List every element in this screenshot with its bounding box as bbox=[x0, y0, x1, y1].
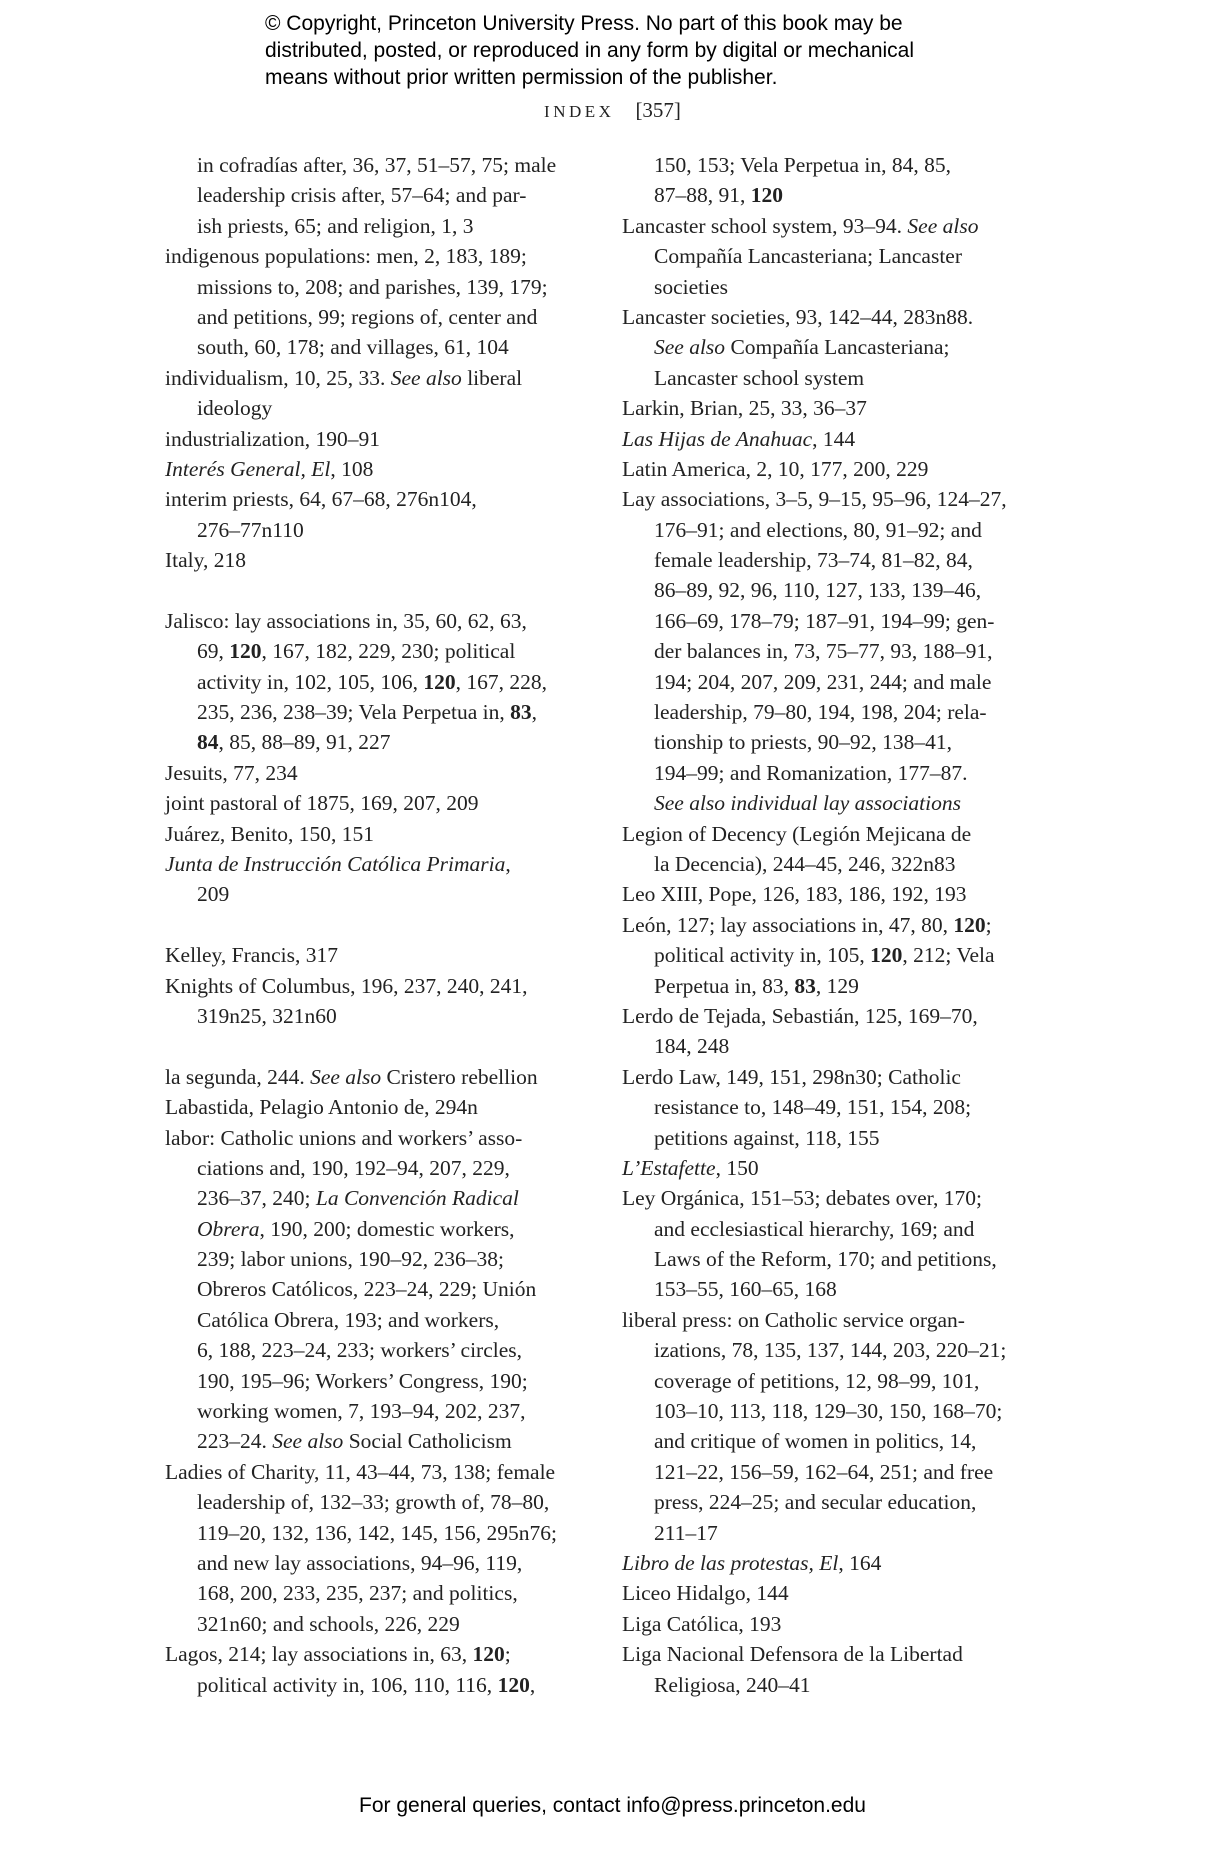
index-text: 190, 195–96; Workers’ Congress, 190; bbox=[197, 1368, 528, 1393]
index-entry-continuation bbox=[622, 758, 1042, 788]
index-entry bbox=[165, 363, 585, 393]
index-entry-continuation bbox=[622, 1487, 1042, 1517]
index-text: ciations and, 190, 192–94, 207, 229, bbox=[197, 1155, 510, 1180]
index-text: , 144 bbox=[812, 426, 856, 451]
index-text: liberal press: on Catholic service organ- bbox=[622, 1307, 965, 1332]
index-italic-text: See also bbox=[907, 213, 979, 238]
index-text: tionship to priests, 90–92, 138–41, bbox=[654, 730, 953, 755]
index-text: Lay associations, 3–5, 9–15, 95–96, 124–27, bbox=[622, 487, 1007, 512]
index-entry-continuation bbox=[165, 636, 585, 666]
index-entry-continuation bbox=[165, 211, 585, 241]
index-text: societies bbox=[654, 274, 729, 299]
index-text: leadership, 79–80, 194, 198, 204; rela- bbox=[654, 700, 987, 725]
index-text: , 167, 228, bbox=[455, 669, 547, 694]
index-entry-continuation bbox=[165, 879, 585, 909]
index-entry-continuation bbox=[622, 1457, 1042, 1487]
index-text: der balances in, 73, 75–77, 93, 188–91, bbox=[654, 639, 993, 664]
index-italic-text: See also bbox=[390, 365, 462, 390]
index-entry-continuation bbox=[165, 1153, 585, 1183]
index-text: Ley Orgánica, 151–53; debates over, 170; bbox=[622, 1186, 982, 1211]
index-text: 153–55, 160–65, 168 bbox=[654, 1277, 837, 1302]
index-text: Juárez, Benito, 150, 151 bbox=[165, 821, 374, 846]
illustration-page-ref: 83 bbox=[794, 973, 816, 998]
index-entry-continuation bbox=[165, 515, 585, 545]
index-text: 209 bbox=[197, 882, 230, 907]
copyright-notice bbox=[265, 10, 1025, 91]
index-entry-continuation bbox=[165, 1518, 585, 1548]
index-entry bbox=[165, 241, 585, 271]
footer-contact: For general queries, contact info@press.princeton.edu bbox=[359, 1794, 866, 1817]
index-text: 166–69, 178–79; 187–91, 194–99; gen- bbox=[654, 608, 995, 633]
index-entry-continuation bbox=[165, 150, 585, 180]
index-text: Labastida, Pelagio Antonio de, 294n bbox=[165, 1095, 478, 1120]
index-entry-continuation bbox=[622, 1426, 1042, 1456]
index-entry-continuation bbox=[165, 1578, 585, 1608]
index-text: Jesuits, 77, 234 bbox=[165, 760, 298, 785]
index-entry bbox=[622, 1578, 1042, 1608]
index-entry bbox=[165, 1062, 585, 1092]
index-italic-text: See also individual lay associations bbox=[654, 791, 961, 816]
index-entry bbox=[622, 1609, 1042, 1639]
index-italic-text: L’Estafette bbox=[622, 1155, 716, 1180]
index-entry-continuation bbox=[165, 1396, 585, 1426]
index-entry-continuation bbox=[165, 393, 585, 423]
index-text: Larkin, Brian, 25, 33, 36–37 bbox=[622, 396, 867, 421]
index-text: la segunda, 244. bbox=[165, 1064, 311, 1089]
index-entry bbox=[165, 1123, 585, 1153]
index-entry-continuation bbox=[622, 332, 1042, 362]
index-entry-continuation bbox=[622, 788, 1042, 818]
illustration-page-ref: 120 bbox=[229, 639, 262, 664]
index-text: leadership of, 132–33; growth of, 78–80, bbox=[197, 1490, 550, 1515]
running-head bbox=[0, 98, 1225, 123]
index-entry-continuation bbox=[165, 1335, 585, 1365]
index-italic-text: Junta de Instrucción Católica Primaria bbox=[165, 851, 506, 876]
index-spacer bbox=[165, 575, 585, 605]
index-text: joint pastoral of 1875, 169, 207, 209 bbox=[165, 791, 479, 816]
index-italic-text: See also bbox=[310, 1064, 382, 1089]
index-text: 6, 188, 223–24, 233; workers’ circles, bbox=[197, 1338, 523, 1363]
index-text: 184, 248 bbox=[654, 1034, 730, 1059]
index-column-left bbox=[165, 150, 585, 1700]
index-text: 319n25, 321n60 bbox=[197, 1003, 337, 1028]
index-text: Social Catholicism bbox=[343, 1429, 512, 1454]
index-entry-continuation bbox=[165, 1274, 585, 1304]
index-entry bbox=[165, 758, 585, 788]
copyright-line: distributed, posted, or reproduced in any form by digital or mechanical bbox=[265, 39, 915, 62]
index-entry bbox=[622, 819, 1042, 849]
index-text: , 212; Vela bbox=[902, 943, 995, 968]
copyright-line: © Copyright, Princeton University Press. No part of this book may be bbox=[265, 12, 903, 35]
index-entry-continuation bbox=[622, 150, 1042, 180]
index-text: indigenous populations: men, 2, 183, 189; bbox=[165, 244, 527, 269]
index-text: industrialization, 190–91 bbox=[165, 426, 380, 451]
index-text: 121–22, 156–59, 162–64, 251; and free bbox=[654, 1459, 994, 1484]
index-text: missions to, 208; and parishes, 139, 179; bbox=[197, 274, 548, 299]
index-entry-continuation bbox=[622, 180, 1042, 210]
index-entry-continuation bbox=[622, 1244, 1042, 1274]
index-text: 69, bbox=[197, 639, 230, 664]
index-text: 223–24. bbox=[197, 1429, 273, 1454]
running-head-label: INDEX bbox=[544, 102, 615, 121]
index-entry-continuation bbox=[622, 1031, 1042, 1061]
index-entry bbox=[622, 879, 1042, 909]
index-entry-continuation bbox=[165, 697, 585, 727]
index-entry-continuation bbox=[622, 363, 1042, 393]
index-text: 119–20, 132, 136, 142, 145, 156, 295n76; bbox=[197, 1520, 557, 1545]
index-text: Jalisco: lay associations in, 35, 60, 62, 63, bbox=[165, 608, 527, 633]
index-entry-continuation bbox=[622, 940, 1042, 970]
index-italic-text: See also bbox=[654, 335, 726, 360]
index-entry bbox=[165, 1457, 585, 1487]
index-text: female leadership, 73–74, 81–82, 84, bbox=[654, 548, 973, 573]
index-entry-continuation bbox=[622, 1123, 1042, 1153]
index-text: 103–10, 113, 118, 129–30, 150, 168–70; bbox=[654, 1399, 1003, 1424]
index-italic-text: Las Hijas de Anahuac bbox=[622, 426, 813, 451]
index-entry bbox=[165, 1092, 585, 1122]
index-entry-continuation bbox=[622, 575, 1042, 605]
index-italic-text: Obrera bbox=[197, 1216, 260, 1241]
index-entry-continuation bbox=[622, 515, 1042, 545]
index-text: 176–91; and elections, 80, 91–92; and bbox=[654, 517, 982, 542]
index-text: 87–88, 91, bbox=[654, 183, 751, 208]
index-entry-continuation bbox=[622, 1670, 1042, 1700]
illustration-page-ref: 83 bbox=[510, 700, 532, 725]
index-text: ideology bbox=[197, 396, 273, 421]
index-text: , 190, 200; domestic workers, bbox=[259, 1216, 515, 1241]
illustration-page-ref: 120 bbox=[423, 669, 456, 694]
index-entry bbox=[165, 484, 585, 514]
index-text: izations, 78, 135, 137, 144, 203, 220–21; bbox=[654, 1338, 1007, 1363]
index-text: and new lay associations, 94–96, 119, bbox=[197, 1550, 523, 1575]
index-entry bbox=[622, 211, 1042, 241]
index-text: , 164 bbox=[838, 1550, 882, 1575]
index-text: Legion of Decency (Legión Mejicana de bbox=[622, 821, 972, 846]
index-text: Kelley, Francis, 317 bbox=[165, 943, 338, 968]
index-text: Liga Católica, 193 bbox=[622, 1611, 782, 1636]
index-text: interim priests, 64, 67–68, 276n104, bbox=[165, 487, 477, 512]
index-text: and petitions, 99; regions of, center and bbox=[197, 304, 538, 329]
index-text: Lancaster societies, 93, 142–44, 283n88. bbox=[622, 304, 974, 329]
index-text: Compañía Lancasteriana; bbox=[725, 335, 950, 360]
index-entry bbox=[622, 302, 1042, 332]
index-text: Leo XIII, Pope, 126, 183, 186, 192, 193 bbox=[622, 882, 967, 907]
index-entry bbox=[165, 971, 585, 1001]
index-entry-continuation bbox=[165, 272, 585, 302]
index-italic-text: See also bbox=[272, 1429, 344, 1454]
index-italic-text: La Convención Radical bbox=[315, 1186, 519, 1211]
index-entry-continuation bbox=[165, 1366, 585, 1396]
index-entry-continuation bbox=[622, 1274, 1042, 1304]
index-text: Italy, 218 bbox=[165, 548, 247, 573]
index-text: and critique of women in politics, 14, bbox=[654, 1429, 977, 1454]
index-entry-continuation bbox=[622, 241, 1042, 271]
index-spacer bbox=[165, 910, 585, 940]
index-text: Obreros Católicos, 223–24, 229; Unión bbox=[197, 1277, 537, 1302]
index-text: individualism, 10, 25, 33. bbox=[165, 365, 391, 390]
index-entry-continuation bbox=[165, 1244, 585, 1274]
index-entry-continuation bbox=[622, 667, 1042, 697]
index-entry-continuation bbox=[165, 1609, 585, 1639]
index-text: 321n60; and schools, 226, 229 bbox=[197, 1611, 460, 1636]
index-text: Lancaster school system, 93–94. bbox=[622, 213, 908, 238]
index-text: labor: Catholic unions and workers’ asso- bbox=[165, 1125, 523, 1150]
index-text: , bbox=[505, 851, 511, 876]
index-entry-continuation bbox=[622, 1092, 1042, 1122]
index-text: 235, 236, 238–39; Vela Perpetua in, bbox=[197, 700, 511, 725]
index-entry-continuation bbox=[622, 697, 1042, 727]
index-entry bbox=[165, 940, 585, 970]
index-entry-continuation bbox=[622, 1214, 1042, 1244]
index-text: political activity in, 105, bbox=[654, 943, 871, 968]
index-entry bbox=[622, 1062, 1042, 1092]
index-text: liberal bbox=[461, 365, 523, 390]
index-text: 211–17 bbox=[654, 1520, 718, 1545]
index-text: south, 60, 178; and villages, 61, 104 bbox=[197, 335, 509, 360]
index-text: leadership crisis after, 57–64; and par- bbox=[197, 183, 527, 208]
index-entry-continuation bbox=[165, 1548, 585, 1578]
index-text: Lancaster school system bbox=[654, 365, 865, 390]
index-entry bbox=[165, 1639, 585, 1669]
index-entry bbox=[622, 1153, 1042, 1183]
index-text: coverage of petitions, 12, 98–99, 101, bbox=[654, 1368, 980, 1393]
index-text: Religiosa, 240–41 bbox=[654, 1672, 811, 1697]
index-text: , 150 bbox=[715, 1155, 759, 1180]
index-column-right bbox=[622, 150, 1042, 1700]
index-text: ; bbox=[504, 1642, 511, 1667]
index-text: petitions against, 118, 155 bbox=[654, 1125, 880, 1150]
illustration-page-ref: 120 bbox=[497, 1672, 530, 1697]
index-text: , 108 bbox=[330, 456, 374, 481]
index-entry-continuation bbox=[165, 302, 585, 332]
index-text: Lagos, 214; lay associations in, 63, bbox=[165, 1642, 473, 1667]
index-entry bbox=[622, 484, 1042, 514]
index-entry bbox=[622, 454, 1042, 484]
index-entry-continuation bbox=[622, 849, 1042, 879]
illustration-page-ref: 120 bbox=[953, 912, 986, 937]
index-entry-continuation bbox=[165, 1305, 585, 1335]
index-entry bbox=[622, 910, 1042, 940]
index-entry-continuation bbox=[622, 606, 1042, 636]
page-number: [357] bbox=[635, 98, 681, 122]
index-entry-continuation bbox=[165, 1001, 585, 1031]
index-entry bbox=[622, 393, 1042, 423]
index-entry bbox=[622, 424, 1042, 454]
index-italic-text: Libro de las protestas, El bbox=[622, 1550, 839, 1575]
index-entry bbox=[622, 1305, 1042, 1335]
index-entry-continuation bbox=[622, 1366, 1042, 1396]
index-text: Lerdo de Tejada, Sebastián, 125, 169–70, bbox=[622, 1003, 978, 1028]
index-entry bbox=[622, 1001, 1042, 1031]
index-text: , 129 bbox=[815, 973, 859, 998]
index-text: Compañía Lancasteriana; Lancaster bbox=[654, 244, 963, 269]
index-text: , 167, 182, 229, 230; political bbox=[261, 639, 516, 664]
index-text: ; bbox=[985, 912, 992, 937]
index-text: 194; 204, 207, 209, 231, 244; and male bbox=[654, 669, 992, 694]
index-text: Cristero rebellion bbox=[381, 1064, 538, 1089]
index-text: resistance to, 148–49, 151, 154, 208; bbox=[654, 1095, 972, 1120]
index-text: , bbox=[531, 700, 537, 725]
index-entry-continuation bbox=[165, 727, 585, 757]
index-text: , 85, 88–89, 91, 227 bbox=[218, 730, 391, 755]
illustration-page-ref: 84 bbox=[197, 730, 219, 755]
index-text: 236–37, 240; bbox=[197, 1186, 316, 1211]
index-entry bbox=[165, 454, 585, 484]
index-text: León, 127; lay associations in, 47, 80, bbox=[622, 912, 954, 937]
index-text: Knights of Columbus, 196, 237, 240, 241, bbox=[165, 973, 528, 998]
index-entry bbox=[165, 788, 585, 818]
illustration-page-ref: 120 bbox=[870, 943, 903, 968]
index-text: 150, 153; Vela Perpetua in, 84, 85, bbox=[654, 153, 951, 177]
index-text: ish priests, 65; and religion, 1, 3 bbox=[197, 213, 474, 238]
index-entry-continuation bbox=[622, 636, 1042, 666]
index-text: , bbox=[529, 1672, 536, 1697]
index-entry-continuation bbox=[165, 667, 585, 697]
index-entry-continuation bbox=[165, 180, 585, 210]
index-text: activity in, 102, 105, 106, bbox=[197, 669, 424, 694]
index-entry-continuation bbox=[165, 1670, 585, 1700]
index-text: Laws of the Reform, 170; and petitions, bbox=[654, 1247, 997, 1272]
index-entry-continuation bbox=[622, 545, 1042, 575]
index-entry bbox=[622, 1639, 1042, 1669]
index-text: 194–99; and Romanization, 177–87. bbox=[654, 760, 968, 785]
index-entry-continuation bbox=[165, 1183, 585, 1213]
copyright-line: means without prior written permission of the publisher. bbox=[265, 66, 778, 89]
index-text: in cofradías after, 36, 37, 51–57, 75; male bbox=[197, 153, 557, 177]
index-text: 86–89, 92, 96, 110, 127, 133, 139–46, bbox=[654, 578, 982, 603]
index-entry-continuation bbox=[622, 1396, 1042, 1426]
index-entry bbox=[165, 545, 585, 575]
index-entry-continuation bbox=[165, 1487, 585, 1517]
illustration-page-ref: 120 bbox=[750, 183, 783, 208]
illustration-page-ref: 120 bbox=[472, 1642, 505, 1667]
index-entry-continuation bbox=[622, 1335, 1042, 1365]
index-text: Liga Nacional Defensora de la Libertad bbox=[622, 1642, 963, 1667]
index-entry-continuation bbox=[622, 971, 1042, 1001]
index-entry-continuation bbox=[165, 332, 585, 362]
index-text: Lerdo Law, 149, 151, 298n30; Catholic bbox=[622, 1064, 961, 1089]
index-text: Latin America, 2, 10, 177, 200, 229 bbox=[622, 456, 929, 481]
index-text: political activity in, 106, 110, 116, bbox=[197, 1672, 498, 1697]
index-text: press, 224–25; and secular education, bbox=[654, 1490, 977, 1515]
index-entry-continuation bbox=[165, 1214, 585, 1244]
index-entry bbox=[165, 424, 585, 454]
index-text: 239; labor unions, 190–92, 236–38; bbox=[197, 1247, 504, 1272]
index-text: and ecclesiastical hierarchy, 169; and bbox=[654, 1216, 975, 1241]
index-entry bbox=[165, 606, 585, 636]
index-entry-continuation bbox=[622, 1518, 1042, 1548]
index-text: working women, 7, 193–94, 202, 237, bbox=[197, 1399, 526, 1424]
index-entry-continuation bbox=[622, 727, 1042, 757]
index-text: Perpetua in, 83, bbox=[654, 973, 795, 998]
index-entry bbox=[165, 819, 585, 849]
index-spacer bbox=[165, 1031, 585, 1061]
index-text: la Decencia), 244–45, 246, 322n83 bbox=[654, 851, 956, 876]
index-text: 276–77n110 bbox=[197, 517, 304, 542]
index-italic-text: Interés General, El bbox=[165, 456, 331, 481]
index-entry-continuation bbox=[622, 272, 1042, 302]
index-entry bbox=[165, 849, 585, 879]
index-entry-continuation bbox=[165, 1426, 585, 1456]
index-entry bbox=[622, 1548, 1042, 1578]
index-entry bbox=[622, 1183, 1042, 1213]
index-text: 168, 200, 233, 235, 237; and politics, bbox=[197, 1581, 518, 1606]
index-text: Ladies of Charity, 11, 43–44, 73, 138; female bbox=[165, 1459, 556, 1484]
index-text: Católica Obrera, 193; and workers, bbox=[197, 1307, 500, 1332]
index-text: Liceo Hidalgo, 144 bbox=[622, 1581, 789, 1606]
